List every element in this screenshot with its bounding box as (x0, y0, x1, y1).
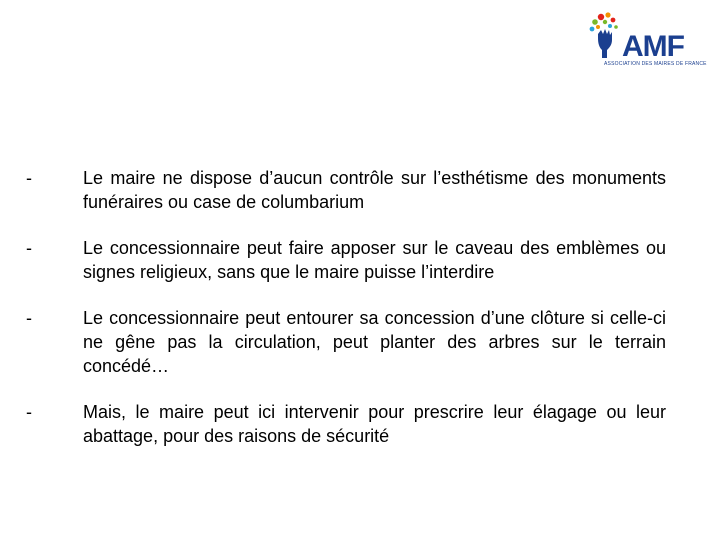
bullet-item (26, 306, 666, 378)
logo-wordmark: AMF (622, 30, 684, 63)
bullet-marker: - (26, 238, 32, 258)
bullet-marker: - (26, 402, 32, 422)
bullet-item (26, 400, 666, 448)
bullet-text: Le maire ne dispose d’aucun contrôle sur l’esthétisme des monuments funéraires ou case de columbarium (83, 168, 666, 212)
bullet-text: Le concessionnaire peut entourer sa concession d’une clôture si celle-ci ne gêne pas la circulation, peut planter des arbres sur le terrain concédé… (83, 308, 666, 376)
bullet-item (26, 236, 666, 284)
bullet-marker: - (26, 308, 32, 328)
bullet-list (26, 166, 666, 448)
bullet-marker: - (26, 168, 32, 188)
bullet-text: Mais, le maire peut ici intervenir pour prescrire leur élagage ou leur abattage, pour des raisons de sécurité (83, 402, 666, 446)
logo-tagline: ASSOCIATION DES MAIRES DE FRANCE (604, 61, 707, 67)
bullet-text: Le concessionnaire peut faire apposer sur le caveau des emblèmes ou signes religieux, sans que le maire puisse l’interdire (83, 238, 666, 282)
amf-logo (588, 10, 706, 74)
bullet-item (26, 166, 666, 214)
